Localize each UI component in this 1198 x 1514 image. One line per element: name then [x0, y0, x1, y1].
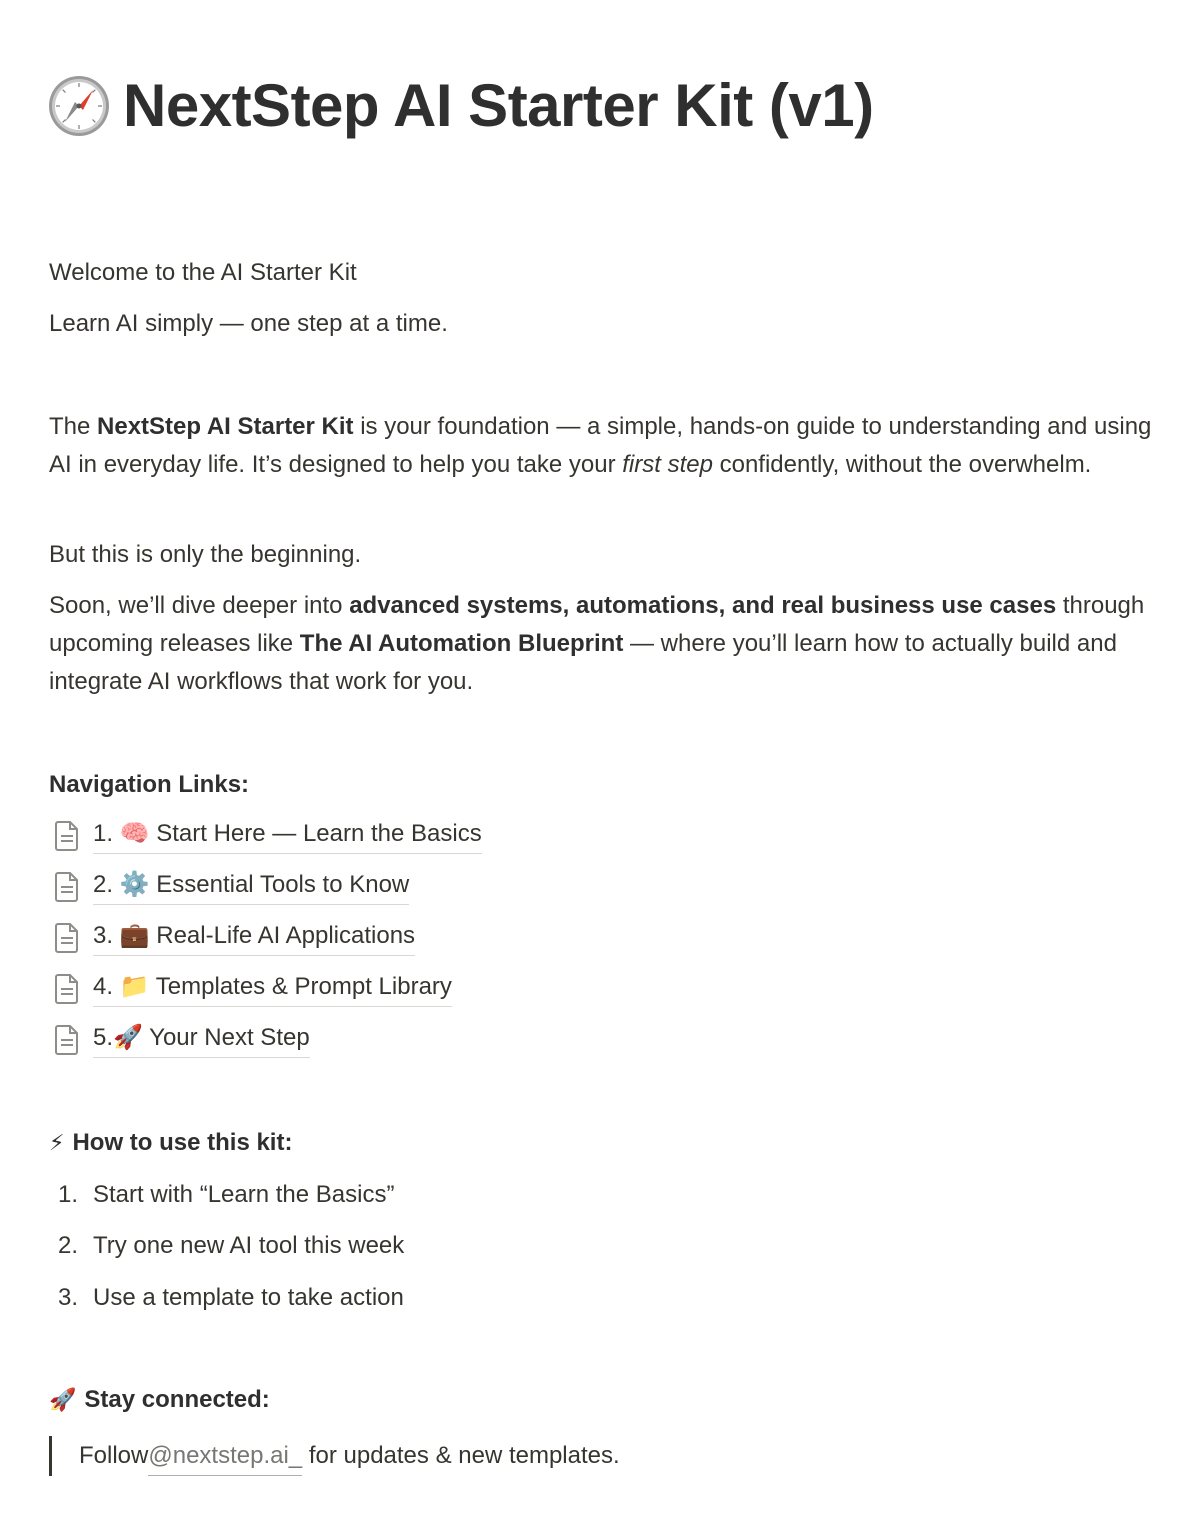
intro-line-1: Welcome to the AI Starter Kit	[49, 259, 357, 286]
stay-connected-heading-label: Stay connected:	[84, 1386, 270, 1413]
body-paragraph-1	[49, 408, 1179, 484]
compass-icon[interactable]	[47, 74, 111, 138]
p3-text-b: through upcoming releases like	[49, 592, 1145, 657]
list-item	[49, 1175, 394, 1215]
nav-link-label[interactable]: 2. ⚙️ Essential Tools to Know	[93, 868, 409, 905]
nav-link-templates-library[interactable]	[49, 966, 452, 1010]
nav-link-real-life-applications[interactable]	[49, 915, 415, 959]
list-number: 2.	[58, 1232, 79, 1259]
page-title: NextStep AI Starter Kit (v1)	[123, 72, 874, 139]
nav-link-next-step[interactable]	[49, 1017, 310, 1061]
nav-link-label[interactable]: 3. 💼 Real-Life AI Applications	[93, 919, 415, 956]
lightning-icon: ⚡	[49, 1130, 65, 1155]
instagram-handle-link[interactable]: @nextstep.ai_	[148, 1437, 302, 1476]
list-number: 1.	[58, 1181, 79, 1208]
intro-line-2: Learn AI simply — one step at a time.	[49, 310, 448, 337]
p3-bold-1: advanced systems, automations, and real business use cases	[349, 592, 1057, 619]
page-icon	[49, 970, 85, 1006]
quote-suffix: for updates & new templates.	[302, 1442, 620, 1469]
page-icon	[49, 1021, 85, 1057]
p1-text-c: confidently, without the overwhelm.	[712, 451, 1092, 478]
p1-bold: NextStep AI Starter Kit	[97, 413, 354, 440]
navigation-heading-label: Navigation Links:	[49, 771, 250, 798]
list-text: Use a template to take action	[93, 1284, 404, 1311]
p1-text-a: The	[49, 413, 98, 440]
list-text: Try one new AI tool this week	[93, 1232, 405, 1259]
p3-text-c: — where you’ll learn how to actually build and integrate AI workflows that work for you.	[49, 630, 1117, 695]
nav-link-essential-tools[interactable]	[49, 864, 409, 908]
p3-text-a: Soon, we’ll dive deeper into	[49, 592, 350, 619]
body-paragraph-2: But this is only the beginning.	[49, 541, 362, 568]
page-icon	[49, 868, 85, 904]
how-to-heading	[49, 1126, 292, 1160]
nav-link-label[interactable]: 5.🚀 Your Next Step	[93, 1021, 310, 1058]
quote-prefix: Follow	[79, 1442, 149, 1469]
page-title-row	[47, 66, 874, 146]
how-to-heading-label: How to use this kit:	[72, 1129, 293, 1156]
quote-block	[49, 1436, 620, 1476]
stay-connected-heading	[49, 1383, 270, 1417]
navigation-heading	[49, 768, 249, 802]
list-item	[49, 1278, 404, 1318]
nav-link-label[interactable]: 1. 🧠 Start Here — Learn the Basics	[93, 817, 482, 854]
page-icon	[49, 817, 85, 853]
body-paragraph-3	[49, 587, 1179, 701]
p1-italic: first step	[622, 451, 713, 478]
list-text: Start with “Learn the Basics”	[93, 1181, 395, 1208]
nav-link-label[interactable]: 4. 📁 Templates & Prompt Library	[93, 970, 452, 1007]
list-item	[49, 1226, 404, 1266]
list-number: 3.	[58, 1284, 79, 1311]
rocket-icon: 🚀	[49, 1387, 77, 1412]
nav-link-learn-basics[interactable]	[49, 813, 482, 857]
page-icon	[49, 919, 85, 955]
p1-text-b: is your foundation — a simple, hands-on guide to understanding and using AI in everyday life. It’s designed to help you take your	[49, 413, 1152, 478]
p3-bold-2: The AI Automation Blueprint	[299, 630, 624, 657]
